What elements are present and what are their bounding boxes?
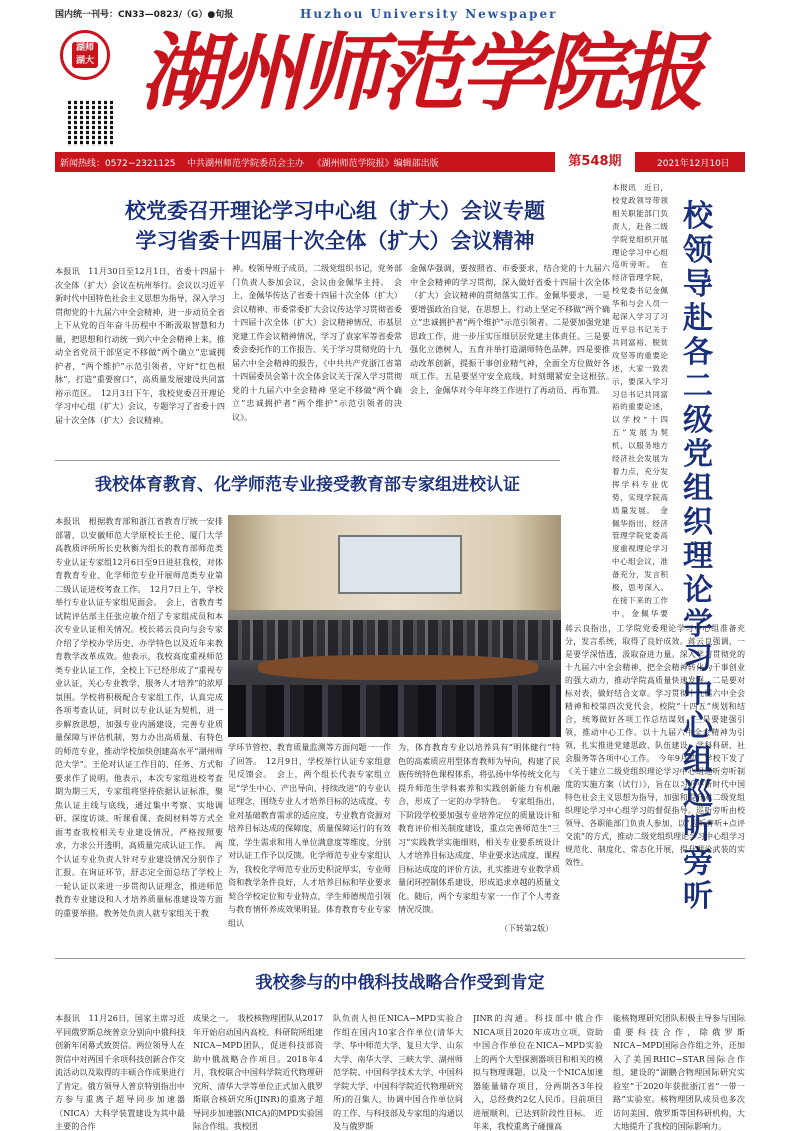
article1-col2: 神。校领导班子成员，二级党组织书记，党务部门负责人参加会议，会议由金佩华主持。 会上，金佩华传达了省委十四届十次全体（扩大）会议精神、市委常委扩大会议传达学习贯彻省委十四届十次全体（扩大）会议精神情况、市基层党建工作会议精神情况，学习了袁家军等省委常委会委托作的工作报告、关于学习贯彻党的十九届六中全会精神的报告，《中共共产党浙江省第十四届委员会第十次全体会议关于深入学习贯彻党的十九届六中全会精神 坚定不移做“两个确立”忠诚拥护者“两个维护”示范引领者的决议》。 bbox=[232, 263, 402, 422]
article1-title[interactable] bbox=[55, 196, 615, 256]
article4-col1: 本报讯 11月26日，国家主席习近平同俄罗斯总统普京分别向中俄科技创新年闭幕式致贺信。两位领导人在贺信中对两国千余项科技创新合作交流活动以及取得的丰硕合作成果进行了肯定。俄方领导人普京特别指出中方参与重离子超导同步加速器（NICA）大科学装置建设为其中最主要的合作 bbox=[55, 1013, 185, 1131]
article2-col-b: 蒋云良指出，工学院党委理论学习中心组准备充分，发言系统，取得了良好成效。蒋云良强调，一是要学深悟透，汲取奋进力量。深入学习贯彻党的十九届六中全会精神，把全会精神转化为干事创业的强大动力，推动学院高质量快速发展。二是要对标对表，做好结合文章。学习贯彻十九届六中全会精神和校第四次党代会，校院“十四五”规划和结合，统筹做好各项工作总结谋划。三是要建强引领，推动中心工作。以十九届六中全会精神为引领，扎实推进党建思政、队伍建设、学科科研、社会服务等各项中心工作。 今年9月初，学校下发了《关于建立二级党组织理论学习中心组巡听旁听制度的实施方案（试行）》，旨在以习近平新时代中国特色社会主义思想为指导，加强和提升对二级党组织理论学习中心组学习的督促指导。巡听旁听由校领导、各职能部门负责人参加，以“巡听旁听+点评交流”的方式，推动二级党组织理论学习中心组学习规范化、制度化、常态化开展，提升理论武装的实效性。 bbox=[565, 624, 745, 867]
editor: 《湖州师范学院报》编辑部出版 bbox=[312, 159, 439, 169]
article2-vertical-title[interactable]: 校领导赴各二级党组织理论学习中心组巡听旁听 bbox=[683, 199, 713, 914]
divider-line-bottom bbox=[55, 958, 745, 959]
article3-title[interactable]: 我校体育教育、化学师范专业接受教育部专家组进校认证 bbox=[95, 475, 520, 495]
article4-col3: 队负责人担任NICA−MPD实验合作组在国内10家合作单位(清华大学、华中师范大学、复旦大学、山东大学、南华大学、三峡大学、湖州师范学院、中国科学技术大学、中国科学院大学、中国科学院近代物理研究所)的召集人，协调中国合作单位间的工作、与科技部及专家组的沟通以及与俄罗斯 bbox=[333, 1013, 463, 1131]
seal-inner-text: 湖师 湖大 bbox=[72, 42, 98, 68]
hotline: 新闻热线：0572−2321125 bbox=[60, 159, 176, 169]
issn-line: 国内统一刊号：CN33—0823/（G）●旬报 bbox=[55, 10, 234, 20]
english-newspaper-name: Huzhou University Newspaper bbox=[300, 7, 558, 21]
article3-col2: 学环节管控、教育质量监测等方面问题一一作了回答。 12月9日，学校举行认证专家组意见反馈会。 会上，两个组长代表专家组立足“学生中心、产出导向、持续改进”的专业认证理念，围绕专业人才培养目标的达成度，专业对基础教育需求的适应度，专业教育资源对培养目标达成的保障度，质量保障运行的有效度，学生需求和用人单位满意度等维度，分别对认证工作予以反馈。化学师范专业专家组认为，我校化学师范专业历史积淀厚实，专业师资和教学条件良好，人才培养目标和毕业要求契合学校定位和专业特点，学生师德规范引领与教育情怀养成效果明显。体育教育专业专家组认 bbox=[228, 742, 391, 928]
university-seal-logo bbox=[60, 30, 110, 80]
article1-col1: 本报讯 11月30日至12月1日，省委十四届十次全体（扩大）会议在杭州举行。会议以习近平新时代中国特色社会主义思想为指导，深入学习贯彻党的十九届六中全会精神，进一步动员全省上下从党的百年奋斗历程中不断汲取智慧和力量，把思想和行动统一到六中全会精神上来，推动全省党员干部坚定不移做“两个确立”忠诚拥护者，“两个维护”示范引领者，守好“红色根脉”，打造“重要窗口”，高质量发展建设共同富裕示范区。 12月3日下午，我校党委召开理论学习中心组（扩大）会议，专题学习了省委十四届十次全体（扩大）会议精神。 bbox=[55, 266, 225, 425]
photo-conference-table bbox=[258, 655, 538, 680]
issue-number: 第548期 bbox=[555, 150, 635, 174]
article4-col5: 能核物理研究团队积极主导参与国际重要科技合作，除俄罗斯NICA−MPD国际合作组之外，还加入了美国RHIC−STAR国际合作组，建设的“湖鹏合物理国际研究实验室”于2020年获批浙江省“一带一路”实验室。核物理团队成员也多次访问美国、俄罗斯等国科研机构，大大地提升了我校的国际影响力。 bbox=[613, 1013, 745, 1131]
info-bar-text bbox=[60, 156, 439, 169]
masthead-title: 湖州师范学院报 bbox=[140, 23, 701, 122]
continued-note[interactable]: （下转第2版） bbox=[500, 924, 554, 933]
article4-col2: 成果之一。 我校核物理团队从2017年开始启动国内高校、科研院所组建NICA−MPD团队，促进科技部资助中俄战略合作项目。2018年4月，我校联合中国科学院近代物理研究所、清华大学等单位正式加入俄罗斯联合核研究所(JINR)的重离子超导同步加速器(NICA)的MPD实验国际合作组。我校团 bbox=[193, 1013, 323, 1131]
article1-title-line2: 学习省委十四届十次全体（扩大）会议精神 bbox=[135, 229, 535, 253]
sponsor: 中共湖州师范学院委员会主办 bbox=[186, 159, 304, 169]
photo-foreground-people bbox=[228, 685, 561, 737]
article2-col-a: 本报讯 近日，校党政领导带领相关职能部门负责人，赴各二级学院党组织开展理论学习中心组巡听旁听。 在经济管理学院，校党委书记金佩华和与会人员一起深入学习了习近平总书记关于共同富裕、脱贫攻坚等的重要论述，大家一致表示，要深入学习习总书记共同富裕的重要论述，以学校“十四五”发展为契机，以服务地方经济社会发展为着力点，充分发挥学科专业优势，实现学院高质量发展。 金佩华指出，经济管理学院党委高度重视理论学习中心组会议，准备充分，发言积极，思考深入。在接下来的工作中，金佩华要 bbox=[612, 183, 668, 618]
divider-line bbox=[55, 460, 560, 461]
article3-col3: 为，体育教育专业以培养具有“明体健行”特色的高素质应用型体育教师为导向，构建了民族传统特色课程体系，将弘扬中华传统文化与提升师范生学科素养和实践创新能力有机融合，形成了一定的办学特色。 专家组指出，下阶段学校要加强专业培养定位的质量设计和教育评价相关制度建设，重点完善师范生“三习”实践教学实施细则，相关专业要系统设计人才培养目标达成度、毕业要求达成度、课程目标达成度的评价方法，扎实推进专业教学质量闭环控制体系建设，形成追求卓越的质量文化。随后，两个专家组专家一一作了个人考查情况反馈。 bbox=[398, 742, 560, 914]
photo-seated-people bbox=[228, 620, 561, 660]
article1-col3: 金佩华强调，要按照省、市委要求，结合党的十九届六中全会精神的学习贯彻，深入做好省委十四届十次全体（扩大）会议精神的贯彻落实工作。金佩华要求，一是要增强政治自觉，在思想上、行动上坚定不移做“两个确立”忠诚拥护者“两个维护”示范引领者。二是要加强党建思政工作，进一步压实压细层层党建主体责任。三是要强化立德树人，五育并举打造湖师特色品牌。四是要推动改革创新，提振干事创业精气神，全面全方位做好各项工作。五是要坚守安全底线，时刻绷紧安全这根弦。 会上，金佩华对今年年终工作进行了再动员、再布置。 bbox=[410, 263, 610, 395]
article3-col1: 本报讯 根据教育部和浙江省教育厅统一安排部署，以安徽师范大学原校长王伦、厦门大学高教质评所所长史秋衡为组长的教育部师范类专业认证专家组12月6日至9日进驻我校，对体育教育专业、化学师范专业开展师范类专业第二级认证进校考查工作。 12月7日上午，学校举行专业认证专家组见面会。 会上，省教育考试院评估部主任张应敏介绍了专家组成员和本次专业认证相关情况。校长蒋云良向与会专家介绍了学校办学历史、办学特色以及近年来教育教学改革成效。他表示，我校高度重视师范类专业认证工作，全校上下已经形成了“重视专业认证，关心专业教学，服务人才培养”的浓厚氛围。学校将积极配合专家组工作，认真完成各项考查认证，同时以专业认证为契机，进一步解放思想，加强专业内涵建设，完善专业质量保障与评估机制，努力办出高质量、有特色的师范专业，推动学校加快创建高水平“湖州师范大学”。王伦对认证工作目的、任务、方式和要求作了说明。他表示，本次专家组进校考查期为期三天，专家组将坚持依据认证标准，聚焦认证主线与底线，通过集中考察、实地调研、深度访谈、听课看课、查阅材料等方式全面考查我校相关专业建设情况，严格按照要求，力求公开透明，高质量完成认证工作。 两个认证专业负责人针对专业建设情况分别作了汇报。在询证环节，舒志定全面总结了学校上一轮认证以来进一步贯彻认证理念，推进师范教育专业建设和人才培养质量标准建设等方面的重要举措。教务处负责人就专家组关于教 bbox=[55, 516, 223, 918]
article4-title[interactable]: 我校参与的中俄科技战略合作受到肯定 bbox=[255, 973, 545, 993]
article4-col4: JINR的沟通。科技部中俄合作NICA项目2020年成功立项，资助中国合作单位在NICA−MPD实验上的两个大型探测器项目和相关的模拟与物理课题，以及一个NICA加速器能量储存项目，分两期各3年投入，总经费约2亿人民币。目前项目进展顺利，已达到阶段性目标。 近年来，我校重离子碰撞高 bbox=[473, 1013, 603, 1131]
qr-code-icon[interactable] bbox=[68, 100, 114, 146]
photo-display-screen bbox=[338, 535, 462, 594]
meeting-photo bbox=[228, 515, 561, 737]
article1-title-line1: 校党委召开理论学习中心组（扩大）会议专题 bbox=[125, 199, 545, 223]
issue-date: 2021年12月10日 bbox=[657, 159, 730, 169]
